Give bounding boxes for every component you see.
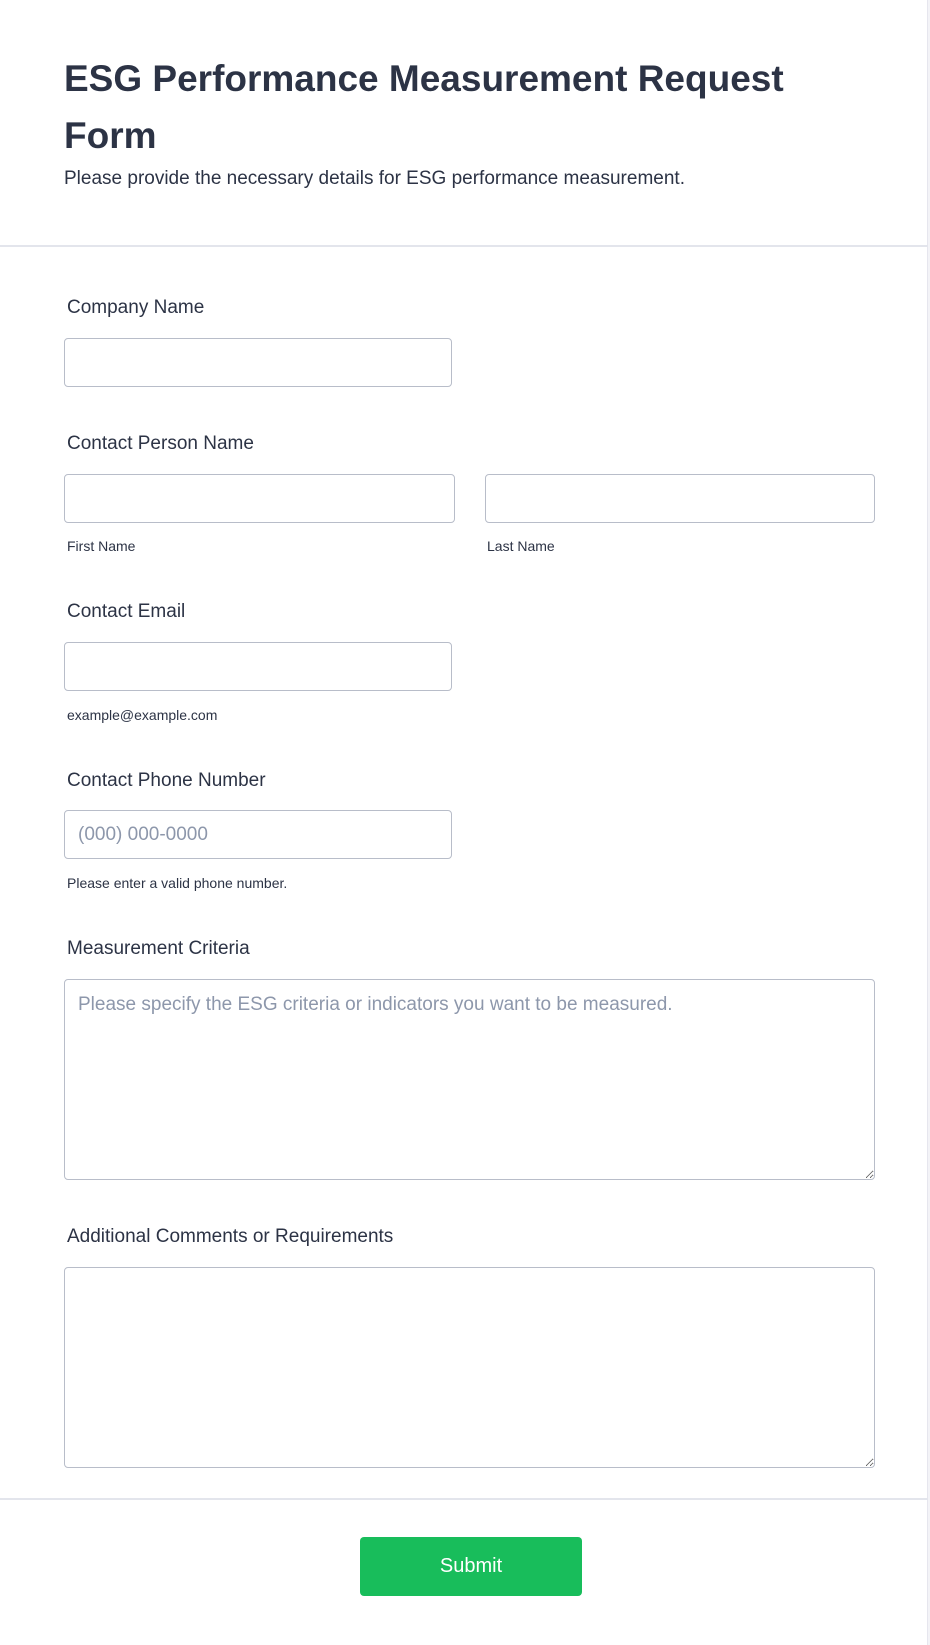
first-name-input[interactable] bbox=[64, 474, 455, 523]
form-title: ESG Performance Measurement Request Form bbox=[64, 58, 784, 156]
footer-divider bbox=[0, 1498, 928, 1500]
last-name-input[interactable] bbox=[485, 474, 875, 523]
contact-phone-label: Contact Phone Number bbox=[67, 770, 266, 791]
additional-comments-textarea[interactable] bbox=[64, 1267, 875, 1468]
additional-comments-label: Additional Comments or Requirements bbox=[67, 1226, 394, 1247]
contact-email-label: Contact Email bbox=[67, 601, 186, 622]
contact-person-label: Contact Person Name bbox=[67, 433, 254, 454]
contact-phone-input[interactable] bbox=[64, 810, 452, 859]
phone-sublabel: Please enter a valid phone number. bbox=[67, 875, 288, 891]
header-divider bbox=[0, 245, 928, 247]
measurement-criteria-textarea[interactable] bbox=[64, 979, 875, 1180]
last-name-sublabel: Last Name bbox=[487, 538, 555, 554]
submit-button[interactable]: Submit bbox=[360, 1537, 582, 1596]
measurement-criteria-label: Measurement Criteria bbox=[67, 938, 250, 959]
contact-email-input[interactable] bbox=[64, 642, 452, 691]
first-name-sublabel: First Name bbox=[67, 538, 136, 554]
company-name-label: Company Name bbox=[67, 297, 205, 318]
company-name-input[interactable] bbox=[64, 338, 452, 387]
email-sublabel: example@example.com bbox=[67, 707, 218, 723]
form-subtitle: Please provide the necessary details for ESG performance measurement. bbox=[64, 168, 685, 189]
